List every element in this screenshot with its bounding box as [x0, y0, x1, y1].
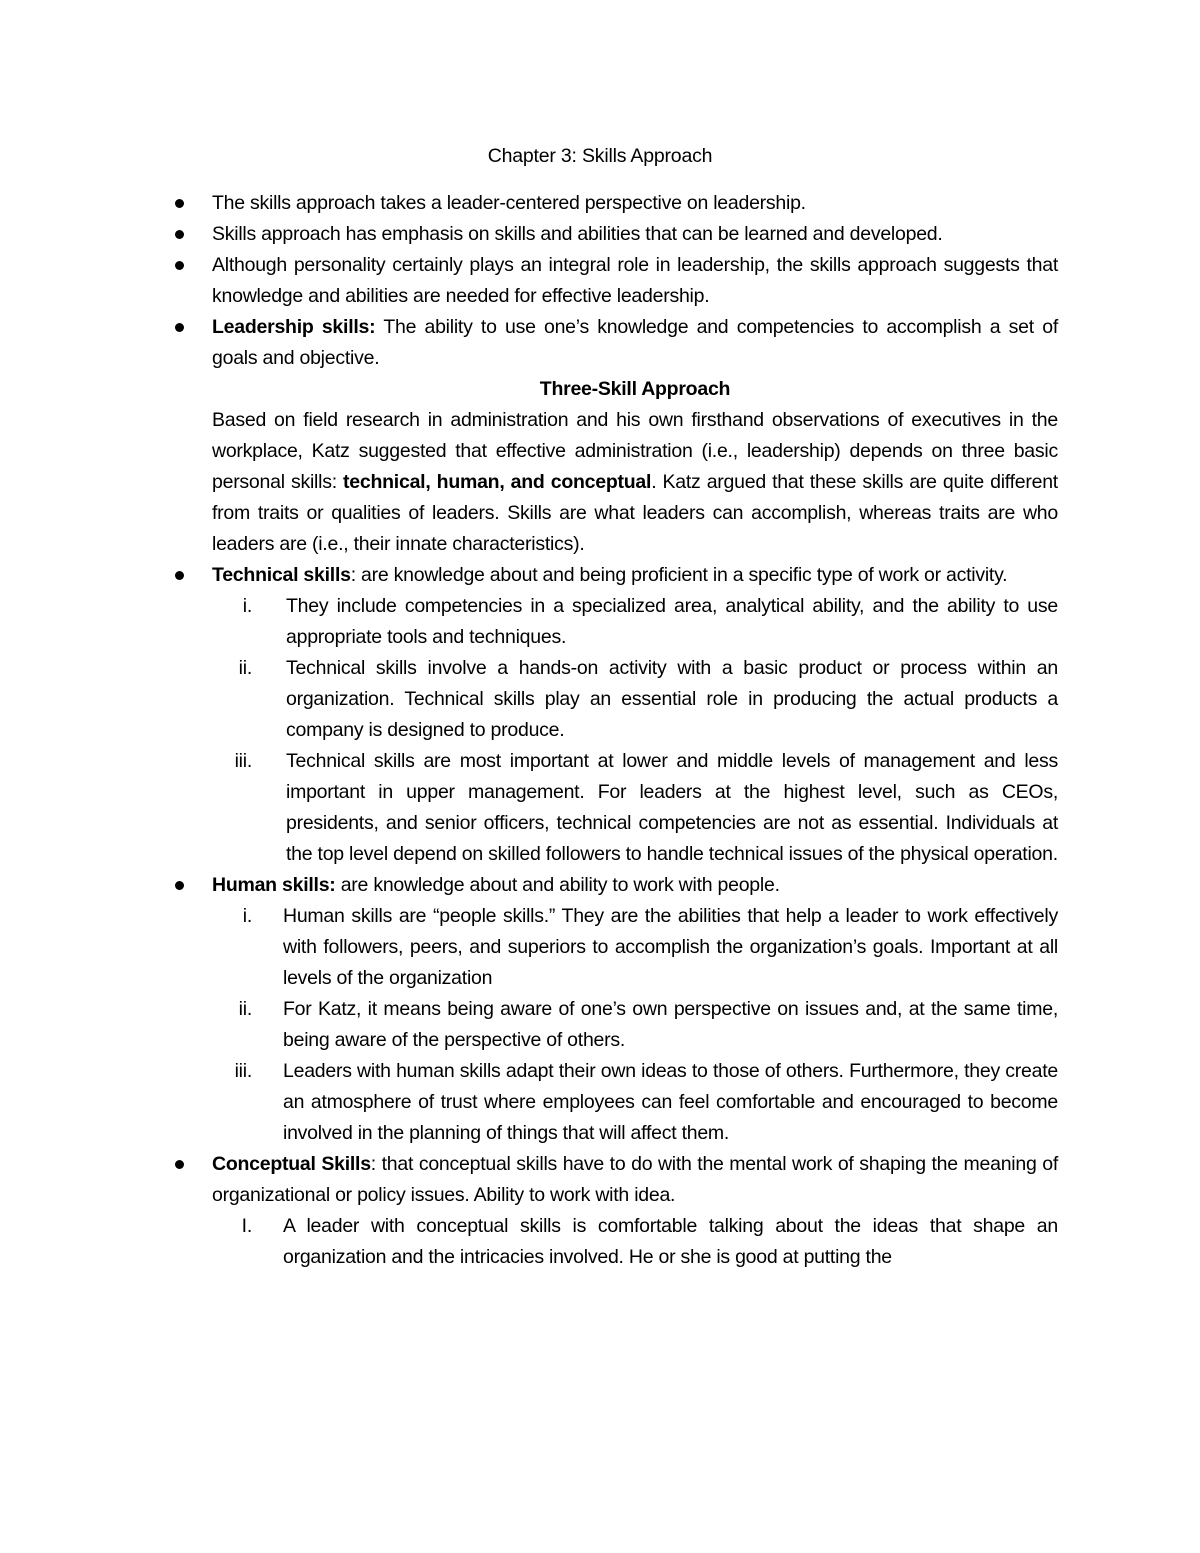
list-item-text: Leaders with human skills adapt their own ideas to those of others. Furthermore, they create an atmosphere of trust where employees can feel comfortable and encouraged to become involved in the planning of things that will affect them.: [283, 1060, 1058, 1144]
bullet-text: are knowledge about and ability to work with people.: [335, 874, 780, 896]
bullet-text: The skills approach takes a leader-centered perspective on leadership.: [212, 192, 806, 214]
bullet-term: Human skills:: [212, 874, 336, 896]
leadership-skills-bullet: [212, 312, 1058, 374]
bullet-term: Leadership skills:: [212, 316, 376, 338]
list-item: [212, 746, 1058, 870]
intro-bullet: [212, 250, 1058, 312]
list-item-text: Technical skills are most important at lower and middle levels of management and less important in upper management. For leaders at the highest level, such as CEOs, presidents, and senior officers, technical competencies are not as essential. Individuals at the top level depend on skilled followers to handle technical issues of the physical operation.: [286, 750, 1058, 865]
section-heading: [212, 374, 1058, 405]
list-item: [212, 1211, 1058, 1273]
bullet-text: The ability to use one’s knowledge and competencies to accomplish a set of goals and objective.: [212, 316, 1058, 369]
conceptual-skills-bullet: [212, 1149, 1058, 1211]
intro-bullet: [212, 219, 1058, 250]
list-item-text: Human skills are “people skills.” They are the abilities that help a leader to work effectively with followers, peers, and superiors to accomplish the organization’s goals. Important at all levels of the organization: [283, 905, 1058, 989]
bullet-term: Conceptual Skills: [212, 1153, 371, 1175]
paragraph-text: Based on field research in administration and his own firsthand observations of executives in the workplace, Katz suggested that effective administration (i.e., leadership) depends on three basic personal skills:: [212, 409, 1058, 493]
section-heading-text: Three-Skill Approach: [539, 378, 731, 400]
list-item-text: For Katz, it means being aware of one’s own perspective on issues and, at the same time, being aware of the perspective of others.: [283, 998, 1058, 1051]
list-item-number: iii.: [234, 750, 252, 772]
human-skills-bullet: [212, 870, 1058, 901]
list-item-number: iii.: [234, 1060, 252, 1082]
list-item-number: ii.: [238, 998, 252, 1020]
list-item-number: i.: [242, 595, 252, 617]
list-item-number: ii.: [238, 657, 252, 679]
list-item: [212, 901, 1058, 994]
paragraph-bold-text: technical, human, and conceptual: [343, 471, 652, 493]
bullet-term: Technical skills: [212, 564, 351, 586]
list-item: [212, 1056, 1058, 1149]
technical-skills-bullet: [212, 560, 1058, 591]
page-title: Chapter 3: Skills Approach: [487, 145, 713, 167]
intro-bullet: [212, 188, 1058, 219]
bullet-text: : are knowledge about and being proficient in a specific type of work or activity.: [350, 564, 1008, 586]
list-item-text: A leader with conceptual skills is comfortable talking about the ideas that shape an organization and the intricacies involved. He or she is good at putting the: [283, 1215, 1058, 1268]
list-item-text: Technical skills involve a hands-on activity with a basic product or process within an organization. Technical skills play an essential role in producing the actual products a company is designed to produce.: [286, 657, 1058, 741]
list-item-number: I.: [241, 1215, 252, 1237]
list-item: [212, 653, 1058, 746]
list-item: [212, 591, 1058, 653]
list-item-number: i.: [242, 905, 252, 927]
document-body: [212, 188, 1058, 1273]
list-item: [212, 994, 1058, 1056]
list-item-text: They include competencies in a specialized area, analytical ability, and the ability to use appropriate tools and techniques.: [286, 595, 1058, 648]
three-skill-paragraph: [212, 405, 1058, 560]
bullet-text: Skills approach has emphasis on skills and abilities that can be learned and developed.: [212, 223, 943, 245]
paragraph-text: . Katz argued that these skills are quite different from traits or qualities of leaders. Skills are what leaders can accomplish, whereas traits are who leaders are (i.e., their innate characteristics).: [212, 471, 1058, 555]
bullet-text: : that conceptual skills have to do with the mental work of shaping the meaning of organizational or policy issues. Ability to work with idea.: [212, 1153, 1058, 1206]
bullet-text: Although personality certainly plays an integral role in leadership, the skills approach suggests that knowledge and abilities are needed for effective leadership.: [212, 254, 1058, 307]
